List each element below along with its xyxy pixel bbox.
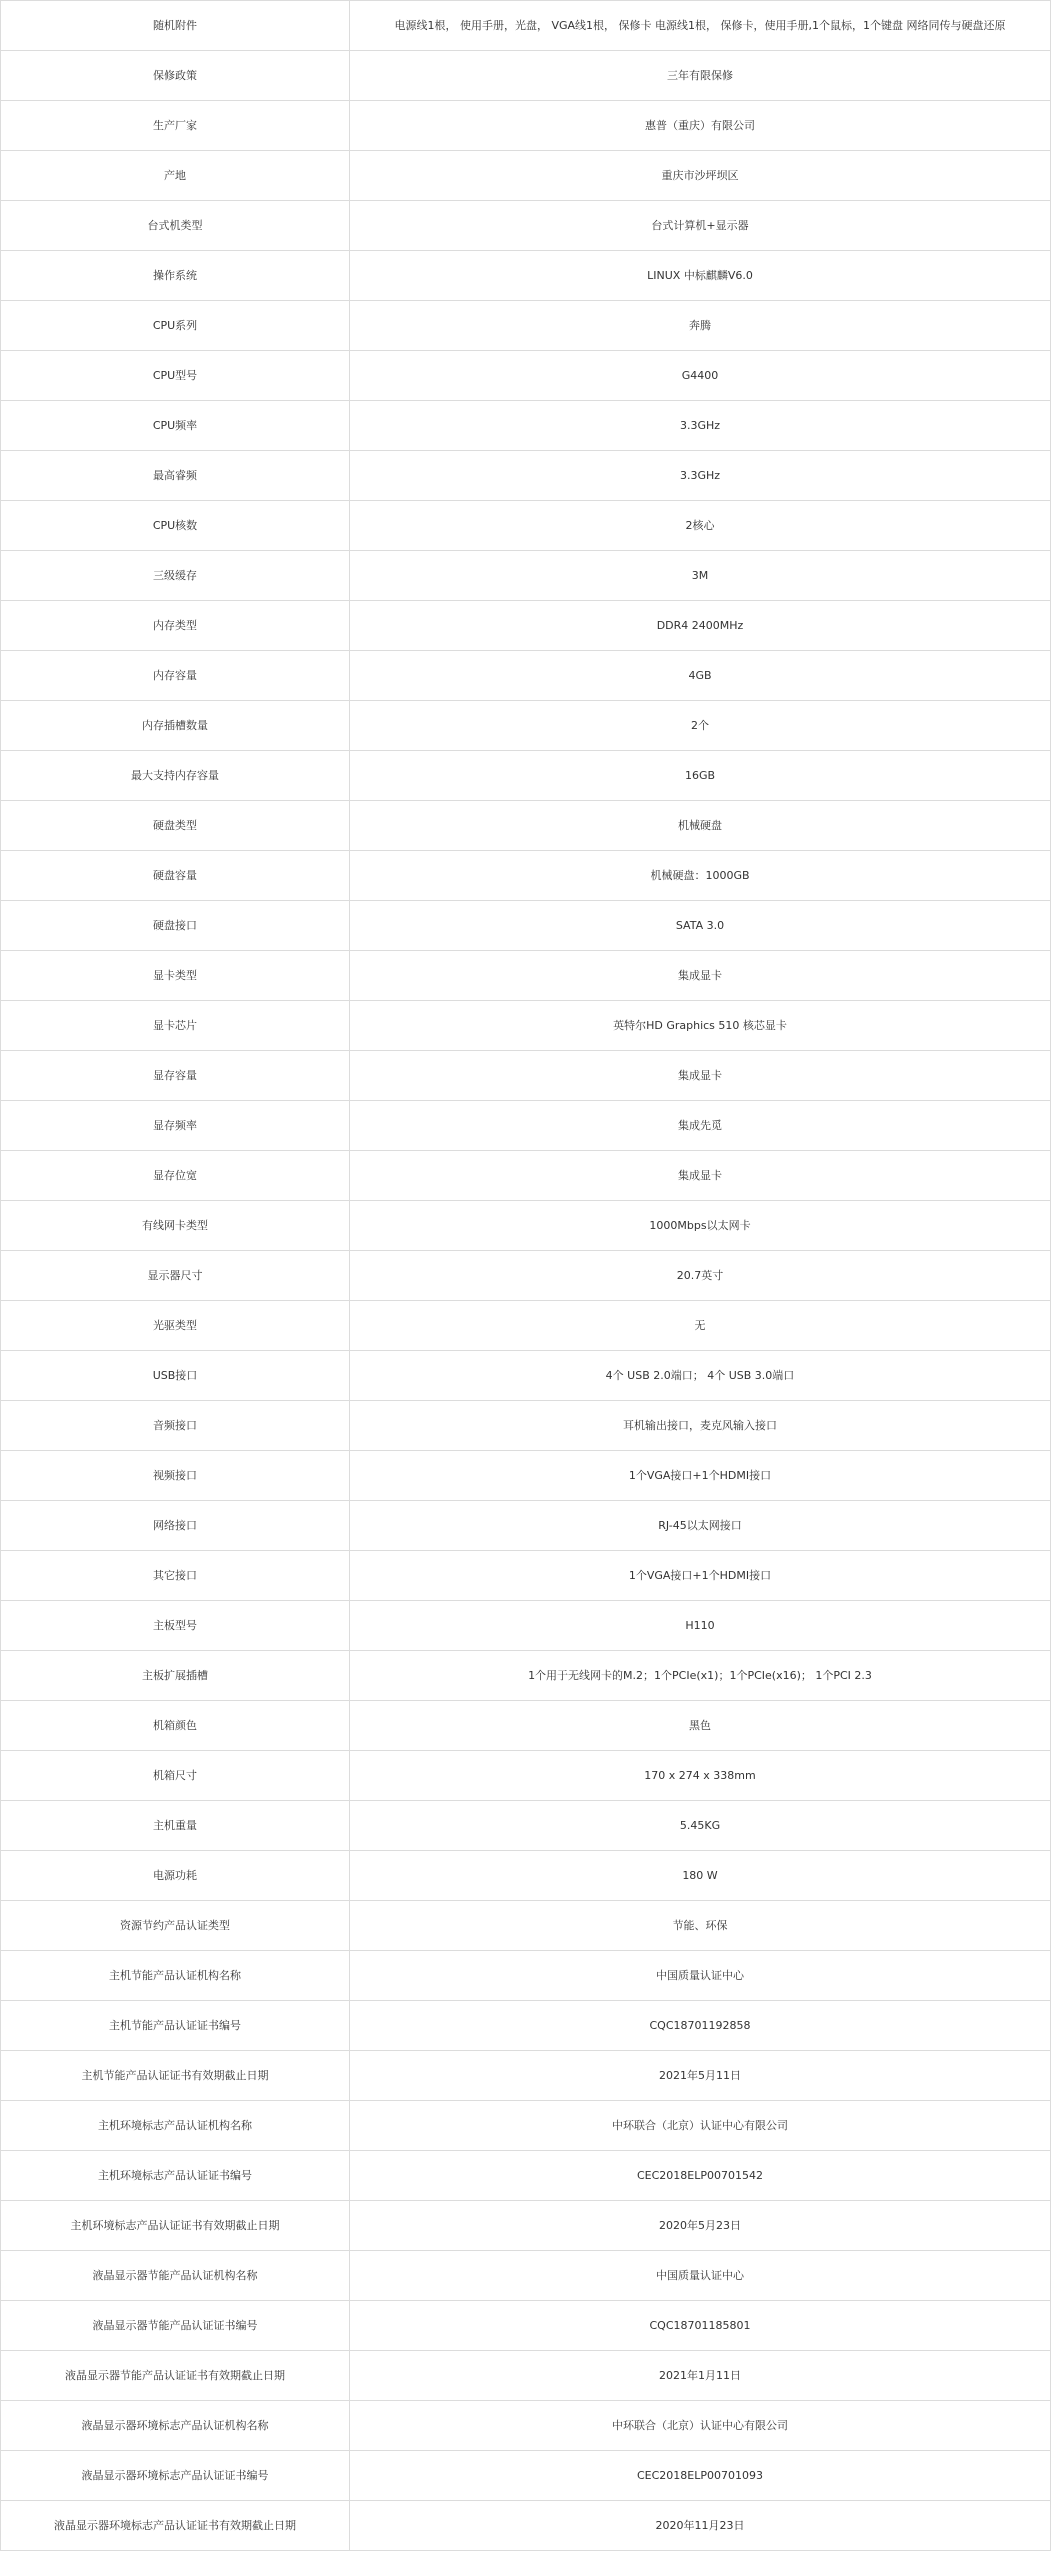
spec-label: 电源功耗 bbox=[1, 1851, 350, 1901]
spec-value: 16GB bbox=[350, 751, 1051, 801]
spec-row bbox=[1, 1551, 1051, 1601]
spec-value: 170 x 274 x 338mm bbox=[350, 1751, 1051, 1801]
spec-row bbox=[1, 451, 1051, 501]
spec-value: 3.3GHz bbox=[350, 451, 1051, 501]
spec-row bbox=[1, 901, 1051, 951]
spec-label: 机箱尺寸 bbox=[1, 1751, 350, 1801]
spec-value: 节能、环保 bbox=[350, 1901, 1051, 1951]
spec-value: 重庆市沙坪坝区 bbox=[350, 151, 1051, 201]
spec-row bbox=[1, 1401, 1051, 1451]
spec-row bbox=[1, 2401, 1051, 2451]
spec-value: 集成先觅 bbox=[350, 1101, 1051, 1151]
spec-label: 液晶显示器环境标志产品认证机构名称 bbox=[1, 2401, 350, 2451]
spec-row bbox=[1, 1851, 1051, 1901]
spec-label: 显示器尺寸 bbox=[1, 1251, 350, 1301]
spec-label: 液晶显示器节能产品认证证书编号 bbox=[1, 2301, 350, 2351]
spec-label: 随机附件 bbox=[1, 1, 350, 51]
spec-row bbox=[1, 251, 1051, 301]
spec-row bbox=[1, 151, 1051, 201]
spec-row bbox=[1, 201, 1051, 251]
spec-label: 网络接口 bbox=[1, 1501, 350, 1551]
spec-value: 耳机输出接口，麦克风输入接口 bbox=[350, 1401, 1051, 1451]
spec-row bbox=[1, 301, 1051, 351]
spec-label: 视频接口 bbox=[1, 1451, 350, 1501]
spec-value: DDR4 2400MHz bbox=[350, 601, 1051, 651]
spec-row bbox=[1, 1251, 1051, 1301]
spec-label: CPU系列 bbox=[1, 301, 350, 351]
spec-row bbox=[1, 2001, 1051, 2051]
spec-value: 4个 USB 2.0端口； 4个 USB 3.0端口 bbox=[350, 1351, 1051, 1401]
spec-row bbox=[1, 1101, 1051, 1151]
spec-value: 2核心 bbox=[350, 501, 1051, 551]
spec-value: 中环联合（北京）认证中心有限公司 bbox=[350, 2101, 1051, 2151]
spec-row bbox=[1, 701, 1051, 751]
spec-label: 保修政策 bbox=[1, 51, 350, 101]
spec-row bbox=[1, 1051, 1051, 1101]
spec-label: 操作系统 bbox=[1, 251, 350, 301]
spec-value: 4GB bbox=[350, 651, 1051, 701]
spec-label: 主机环境标志产品认证机构名称 bbox=[1, 2101, 350, 2151]
spec-label: 内存插槽数量 bbox=[1, 701, 350, 751]
spec-label: 主板型号 bbox=[1, 1601, 350, 1651]
spec-value: H110 bbox=[350, 1601, 1051, 1651]
spec-value: CEC2018ELP00701093 bbox=[350, 2451, 1051, 2501]
spec-label: CPU核数 bbox=[1, 501, 350, 551]
spec-value: 2020年11月23日 bbox=[350, 2501, 1051, 2551]
spec-value: 中国质量认证中心 bbox=[350, 2251, 1051, 2301]
spec-row bbox=[1, 1801, 1051, 1851]
spec-value: 集成显卡 bbox=[350, 951, 1051, 1001]
spec-row bbox=[1, 551, 1051, 601]
spec-row bbox=[1, 1651, 1051, 1701]
spec-label: 主机节能产品认证证书有效期截止日期 bbox=[1, 2051, 350, 2101]
spec-label: 生产厂家 bbox=[1, 101, 350, 151]
spec-label: 显存频率 bbox=[1, 1101, 350, 1151]
spec-label: 光驱类型 bbox=[1, 1301, 350, 1351]
spec-value: 电源线1根， 使用手册，光盘， VGA线1根， 保修卡 电源线1根， 保修卡，使用手册,1个鼠标，1个键盘 网络同传与硬盘还原 bbox=[350, 1, 1051, 51]
spec-row bbox=[1, 1151, 1051, 1201]
spec-label: 硬盘类型 bbox=[1, 801, 350, 851]
spec-row bbox=[1, 2501, 1051, 2551]
spec-label: CPU型号 bbox=[1, 351, 350, 401]
spec-label: 内存容量 bbox=[1, 651, 350, 701]
spec-row bbox=[1, 401, 1051, 451]
spec-row bbox=[1, 1751, 1051, 1801]
spec-row bbox=[1, 1301, 1051, 1351]
spec-row bbox=[1, 1601, 1051, 1651]
spec-value: 20.7英寸 bbox=[350, 1251, 1051, 1301]
spec-value: 惠普（重庆）有限公司 bbox=[350, 101, 1051, 151]
spec-label: 显卡芯片 bbox=[1, 1001, 350, 1051]
spec-label: 液晶显示器环境标志产品认证证书有效期截止日期 bbox=[1, 2501, 350, 2551]
spec-row bbox=[1, 1001, 1051, 1051]
spec-row bbox=[1, 501, 1051, 551]
spec-row bbox=[1, 1451, 1051, 1501]
spec-value: SATA 3.0 bbox=[350, 901, 1051, 951]
spec-label: 其它接口 bbox=[1, 1551, 350, 1601]
spec-label: 主机环境标志产品认证证书编号 bbox=[1, 2151, 350, 2201]
spec-value: 1个VGA接口+1个HDMI接口 bbox=[350, 1451, 1051, 1501]
spec-row bbox=[1, 851, 1051, 901]
spec-value: 1000Mbps以太网卡 bbox=[350, 1201, 1051, 1251]
spec-label: 主机节能产品认证证书编号 bbox=[1, 2001, 350, 2051]
spec-value: 中国质量认证中心 bbox=[350, 1951, 1051, 2001]
spec-value: 英特尔HD Graphics 510 核芯显卡 bbox=[350, 1001, 1051, 1051]
spec-row bbox=[1, 1901, 1051, 1951]
spec-label: 显卡类型 bbox=[1, 951, 350, 1001]
spec-row bbox=[1, 2051, 1051, 2101]
spec-row bbox=[1, 601, 1051, 651]
spec-value: RJ-45以太网接口 bbox=[350, 1501, 1051, 1551]
spec-value: 2021年1月11日 bbox=[350, 2351, 1051, 2401]
spec-label: USB接口 bbox=[1, 1351, 350, 1401]
spec-label: CPU频率 bbox=[1, 401, 350, 451]
spec-label: 液晶显示器节能产品认证证书有效期截止日期 bbox=[1, 2351, 350, 2401]
spec-row bbox=[1, 2101, 1051, 2151]
spec-row bbox=[1, 2201, 1051, 2251]
spec-label: 资源节约产品认证类型 bbox=[1, 1901, 350, 1951]
spec-value: 1个用于无线网卡的M.2；1个PCIe(x1)；1个PCIe(x16)； 1个PCI 2.3 bbox=[350, 1651, 1051, 1701]
spec-row bbox=[1, 2151, 1051, 2201]
spec-value: 2021年5月11日 bbox=[350, 2051, 1051, 2101]
spec-row bbox=[1, 351, 1051, 401]
spec-label: 主机环境标志产品认证证书有效期截止日期 bbox=[1, 2201, 350, 2251]
spec-label: 主机节能产品认证机构名称 bbox=[1, 1951, 350, 2001]
spec-value: 5.45KG bbox=[350, 1801, 1051, 1851]
spec-label: 液晶显示器环境标志产品认证证书编号 bbox=[1, 2451, 350, 2501]
spec-value: 集成显卡 bbox=[350, 1051, 1051, 1101]
spec-label: 硬盘容量 bbox=[1, 851, 350, 901]
spec-value: 三年有限保修 bbox=[350, 51, 1051, 101]
spec-value: 机械硬盘：1000GB bbox=[350, 851, 1051, 901]
spec-label: 台式机类型 bbox=[1, 201, 350, 251]
spec-label: 主板扩展插槽 bbox=[1, 1651, 350, 1701]
spec-row bbox=[1, 2351, 1051, 2401]
spec-value: 黑色 bbox=[350, 1701, 1051, 1751]
spec-table-body bbox=[1, 1, 1051, 2551]
spec-label: 最大支持内存容量 bbox=[1, 751, 350, 801]
spec-label: 有线网卡类型 bbox=[1, 1201, 350, 1251]
spec-label: 硬盘接口 bbox=[1, 901, 350, 951]
spec-value: 台式计算机+显示器 bbox=[350, 201, 1051, 251]
spec-row bbox=[1, 101, 1051, 151]
spec-row bbox=[1, 2301, 1051, 2351]
spec-label: 主机重量 bbox=[1, 1801, 350, 1851]
spec-row bbox=[1, 2251, 1051, 2301]
spec-value: CQC18701192858 bbox=[350, 2001, 1051, 2051]
spec-value: 无 bbox=[350, 1301, 1051, 1351]
spec-value: G4400 bbox=[350, 351, 1051, 401]
spec-label: 液晶显示器节能产品认证机构名称 bbox=[1, 2251, 350, 2301]
spec-value: 机械硬盘 bbox=[350, 801, 1051, 851]
spec-value: 奔腾 bbox=[350, 301, 1051, 351]
spec-value: 180 W bbox=[350, 1851, 1051, 1901]
spec-row bbox=[1, 651, 1051, 701]
spec-row bbox=[1, 1, 1051, 51]
spec-value: CEC2018ELP00701542 bbox=[350, 2151, 1051, 2201]
spec-value: 3M bbox=[350, 551, 1051, 601]
spec-value: 中环联合（北京）认证中心有限公司 bbox=[350, 2401, 1051, 2451]
spec-label: 显存位宽 bbox=[1, 1151, 350, 1201]
spec-row bbox=[1, 801, 1051, 851]
spec-label: 显存容量 bbox=[1, 1051, 350, 1101]
spec-label: 音频接口 bbox=[1, 1401, 350, 1451]
spec-row bbox=[1, 1201, 1051, 1251]
spec-row bbox=[1, 1701, 1051, 1751]
spec-value: 1个VGA接口+1个HDMI接口 bbox=[350, 1551, 1051, 1601]
spec-label: 内存类型 bbox=[1, 601, 350, 651]
spec-label: 产地 bbox=[1, 151, 350, 201]
spec-value: CQC18701185801 bbox=[350, 2301, 1051, 2351]
spec-row bbox=[1, 751, 1051, 801]
spec-label: 最高睿频 bbox=[1, 451, 350, 501]
spec-label: 三级缓存 bbox=[1, 551, 350, 601]
spec-value: 2020年5月23日 bbox=[350, 2201, 1051, 2251]
spec-label: 机箱颜色 bbox=[1, 1701, 350, 1751]
spec-value: 3.3GHz bbox=[350, 401, 1051, 451]
spec-value: 2个 bbox=[350, 701, 1051, 751]
spec-value: 集成显卡 bbox=[350, 1151, 1051, 1201]
spec-row bbox=[1, 2451, 1051, 2501]
spec-row bbox=[1, 51, 1051, 101]
spec-row bbox=[1, 1351, 1051, 1401]
spec-row bbox=[1, 951, 1051, 1001]
spec-row bbox=[1, 1951, 1051, 2001]
spec-row bbox=[1, 1501, 1051, 1551]
spec-value: LINUX 中标麒麟V6.0 bbox=[350, 251, 1051, 301]
